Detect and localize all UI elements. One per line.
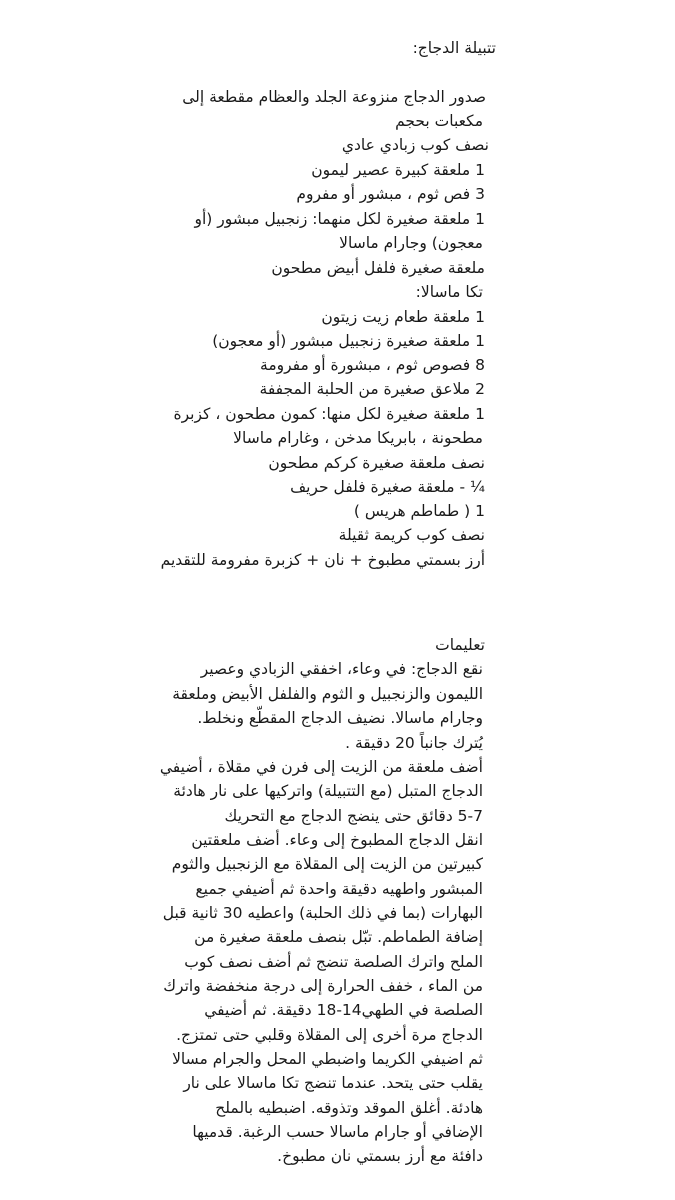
instruction-line: الصلصة في الطهي14-18 دقيقة. ثم أضيفي <box>204 1001 483 1019</box>
ingredient-line: 8 فصوص ثوم ، مبشورة أو مفرومة <box>260 356 485 374</box>
instruction-line: أضف ملعقة من الزيت إلى فرن في مقلاة ، أضيفي <box>159 758 483 776</box>
instruction-line: الدجاج مرة أخرى إلى المقلاة وقلبي حتى تمتزج. <box>176 1026 483 1044</box>
ingredient-line: 1 ملعقة كبيرة عصير ليمون <box>311 161 485 179</box>
ingredient-line: 1 ملعقة صغيرة لكل منهما: زنجبيل مبشور (أو <box>194 210 485 228</box>
ingredient-line: ¼ - ملعقة صغيرة فلفل حريف <box>290 478 485 496</box>
ingredient-line: 1 ملعقة صغيرة لكل منها: كمون مطحون ، كزبرة <box>173 405 485 423</box>
instruction-line: يُترك جانباً 20 دقيقة . <box>345 734 483 752</box>
ingredient-line: ملعقة صغيرة فلفل أبيض مطحون <box>271 259 485 277</box>
instruction-line: وجارام ماسالا. نضيف الدجاج المقطّع ونخلط. <box>197 709 483 727</box>
tikka-title: تكا ماسالا: <box>415 283 483 301</box>
marinade-title: تتبيلة الدجاج: <box>412 39 496 57</box>
ingredient-line: نصف كوب زبادي عادي <box>341 136 489 154</box>
ingredient-line: صدور الدجاج منزوعة الجلد والعظام مقطعة إلى <box>182 88 486 106</box>
instruction-line: انقل الدجاج المطبوخ إلى وعاء. أضف ملعقتين <box>191 831 483 849</box>
ingredient-line: 2 ملاعق صغيرة من الحلبة المجففة <box>259 380 485 398</box>
ingredient-line: 1 ملعقة صغيرة زنجبيل مبشور (أو معجون) <box>212 332 485 350</box>
ingredient-line: نصف ملعقة صغيرة كركم مطحون <box>268 454 485 472</box>
instruction-line: 5-7 دقائق حتى ينضج الدجاج مع التحريك <box>224 807 483 825</box>
ingredient-line: أرز بسمتي مطبوخ + نان + كزبرة مفرومة للتقديم <box>160 551 485 569</box>
instruction-line: يقلب حتى يتحد. عندما تنضج تكا ماسالا على نار <box>183 1074 483 1092</box>
instruction-line: نقع الدجاج: في وعاء، اخفقي الزبادي وعصير <box>200 660 483 678</box>
instruction-line: كبيرتين من الزيت إلى المقلاة مع الزنجبيل والثوم <box>171 855 483 873</box>
instruction-line: الملح واترك الصلصة تنضج ثم أضف نصف كوب <box>184 953 483 971</box>
ingredient-line: 1 ملعقة طعام زيت زيتون <box>321 308 485 326</box>
instruction-line: الليمون والزنجبيل و الثوم والفلفل الأبيض وملعقة <box>172 685 483 703</box>
ingredient-line: مطحونة ، بابريكا مدخن ، وغارام ماسالا <box>233 429 483 447</box>
instruction-line: البهارات (بما في ذلك الحلبة) واعطيه 30 ثانية قبل <box>162 904 483 922</box>
ingredient-line: 3 فص ثوم ، مبشور أو مفروم <box>296 185 485 203</box>
instruction-line: الإضافي أو جارام ماسالا حسب الرغبة. قدميها <box>192 1123 483 1141</box>
instruction-line: الدجاج المتبل (مع التتبيلة) واتركيها على نار هادئة <box>173 782 483 800</box>
ingredient-line: معجون) وجارام ماسالا <box>339 234 483 252</box>
instruction-line: إضافة الطماطم. تبّل بنصف ملعقة صغيرة من <box>194 928 483 946</box>
instruction-line: ثم اضيفي الكريما واضبطي المحل والجرام مسالا <box>172 1050 483 1068</box>
ingredient-line: 1 ( طماطم هريس ) <box>353 502 485 520</box>
ingredient-line: مكعبات بحجم <box>395 112 483 130</box>
instruction-line: المبشور واطهيه دقيقة واحدة ثم أضيفي جميع <box>195 880 483 898</box>
ingredient-line: نصف كوب كريمة ثقيلة <box>338 526 485 544</box>
instruction-line: من الماء ، خفف الحرارة إلى درجة منخفضة واترك <box>163 977 483 995</box>
instruction-line: هادئة. أغلق الموقد وتذوقه. اضبطيه بالملح <box>215 1099 483 1117</box>
instruction-line: دافئة مع أرز بسمتي نان مطبوخ. <box>277 1147 483 1165</box>
instructions-title: تعليمات <box>435 636 485 654</box>
